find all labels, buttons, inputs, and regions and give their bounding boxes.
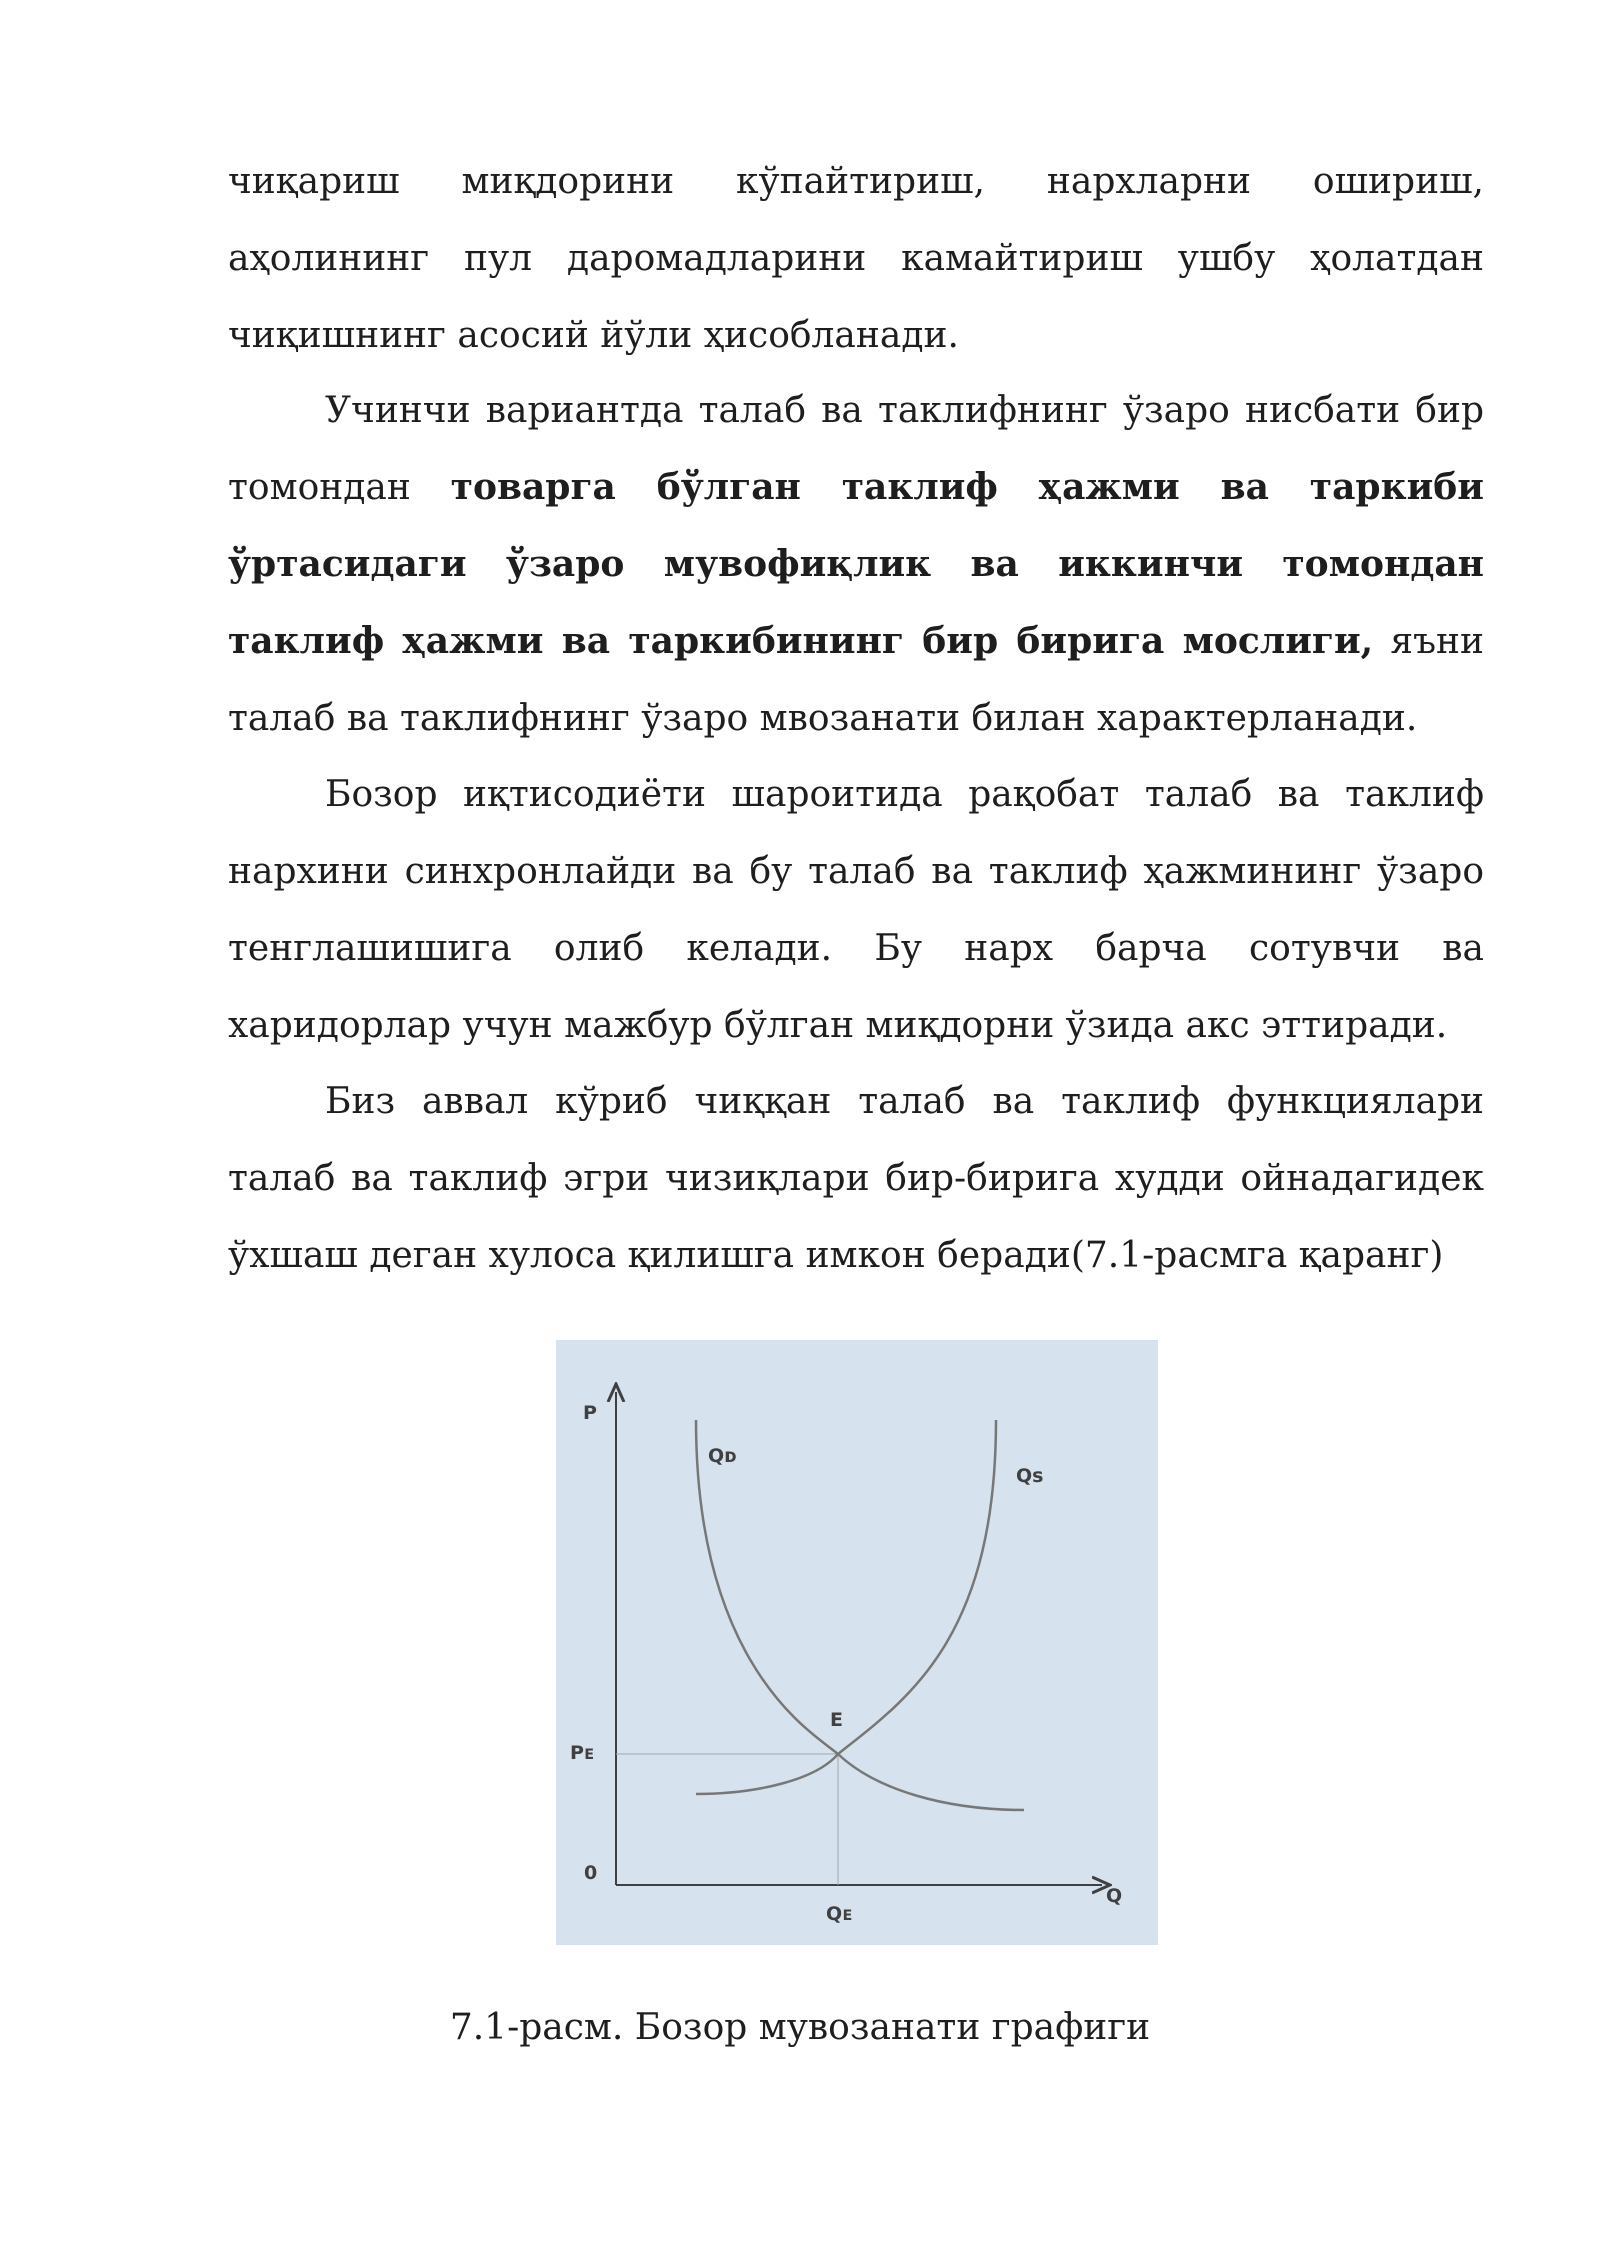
market-equilibrium-graph bbox=[556, 1340, 1158, 1945]
paragraph-3: Бозор иқтисодиёти шароитида рақобат талаб ва таклиф нархини синхронлайди ва бу талаб ва таклиф ҳажмининг ўзаро тенглашишига олиб келади. Бу нарх барча сотувчи ва харидорлар учун мажбур бўлган миқдорни ўзида акс эттиради. bbox=[228, 774, 1484, 1046]
supply-curve-label: Qѕ bbox=[1016, 1465, 1044, 1487]
paragraph-2-ending: яъни талаб ва таклифнинг ўзаро мвозанати билан характерланади. bbox=[228, 621, 1484, 739]
paragraph-4: Биз аввал кўриб чиққан талаб ва таклиф функциялари талаб ва таклиф эгри чизиқлари бир-бирига худди ойнадагидек ўхшаш деган хулоса қилишга имкон беради(7.1-расмга қаранг) bbox=[228, 1081, 1484, 1276]
paragraph-2-emphasis: товарга бўлган таклиф ҳажми ва таркиби ўртасидаги ўзаро мувофиқлик ва иккинчи томондан таклиф ҳажми ва таркибининг бир бирига мослиги, bbox=[228, 466, 1484, 662]
equilibrium-price-label: Pᴇ bbox=[570, 1742, 595, 1764]
y-axis-label: P bbox=[583, 1402, 597, 1424]
x-axis-label: Q bbox=[1106, 1885, 1123, 1907]
paragraph-2-intro: Учинчи вариантда талаб ва таклифнинг ўзаро нисбати бир томондан bbox=[228, 390, 1484, 508]
figure-caption: 7.1-расм. Бозор мувозанати графиги bbox=[449, 2007, 1151, 2048]
equilibrium-quantity-label: Qᴇ bbox=[826, 1903, 853, 1925]
demand-curve-label: Qᴅ bbox=[708, 1445, 738, 1467]
market-equilibrium-figure bbox=[556, 1340, 1158, 1945]
supply-curve bbox=[696, 1420, 996, 1794]
equilibrium-point-label: E bbox=[830, 1709, 843, 1731]
paragraph-1: чиқариш миқдорини кўпайтириш, нархларни ошириш, аҳолининг пул даромадларини камайтириш ушбу ҳолатдан чиқишнинг асосий йўли ҳисобланади. bbox=[228, 161, 1484, 356]
demand-curve bbox=[696, 1420, 1024, 1810]
paragraph-2 bbox=[228, 372, 1484, 757]
origin-label: 0 bbox=[584, 1862, 598, 1884]
